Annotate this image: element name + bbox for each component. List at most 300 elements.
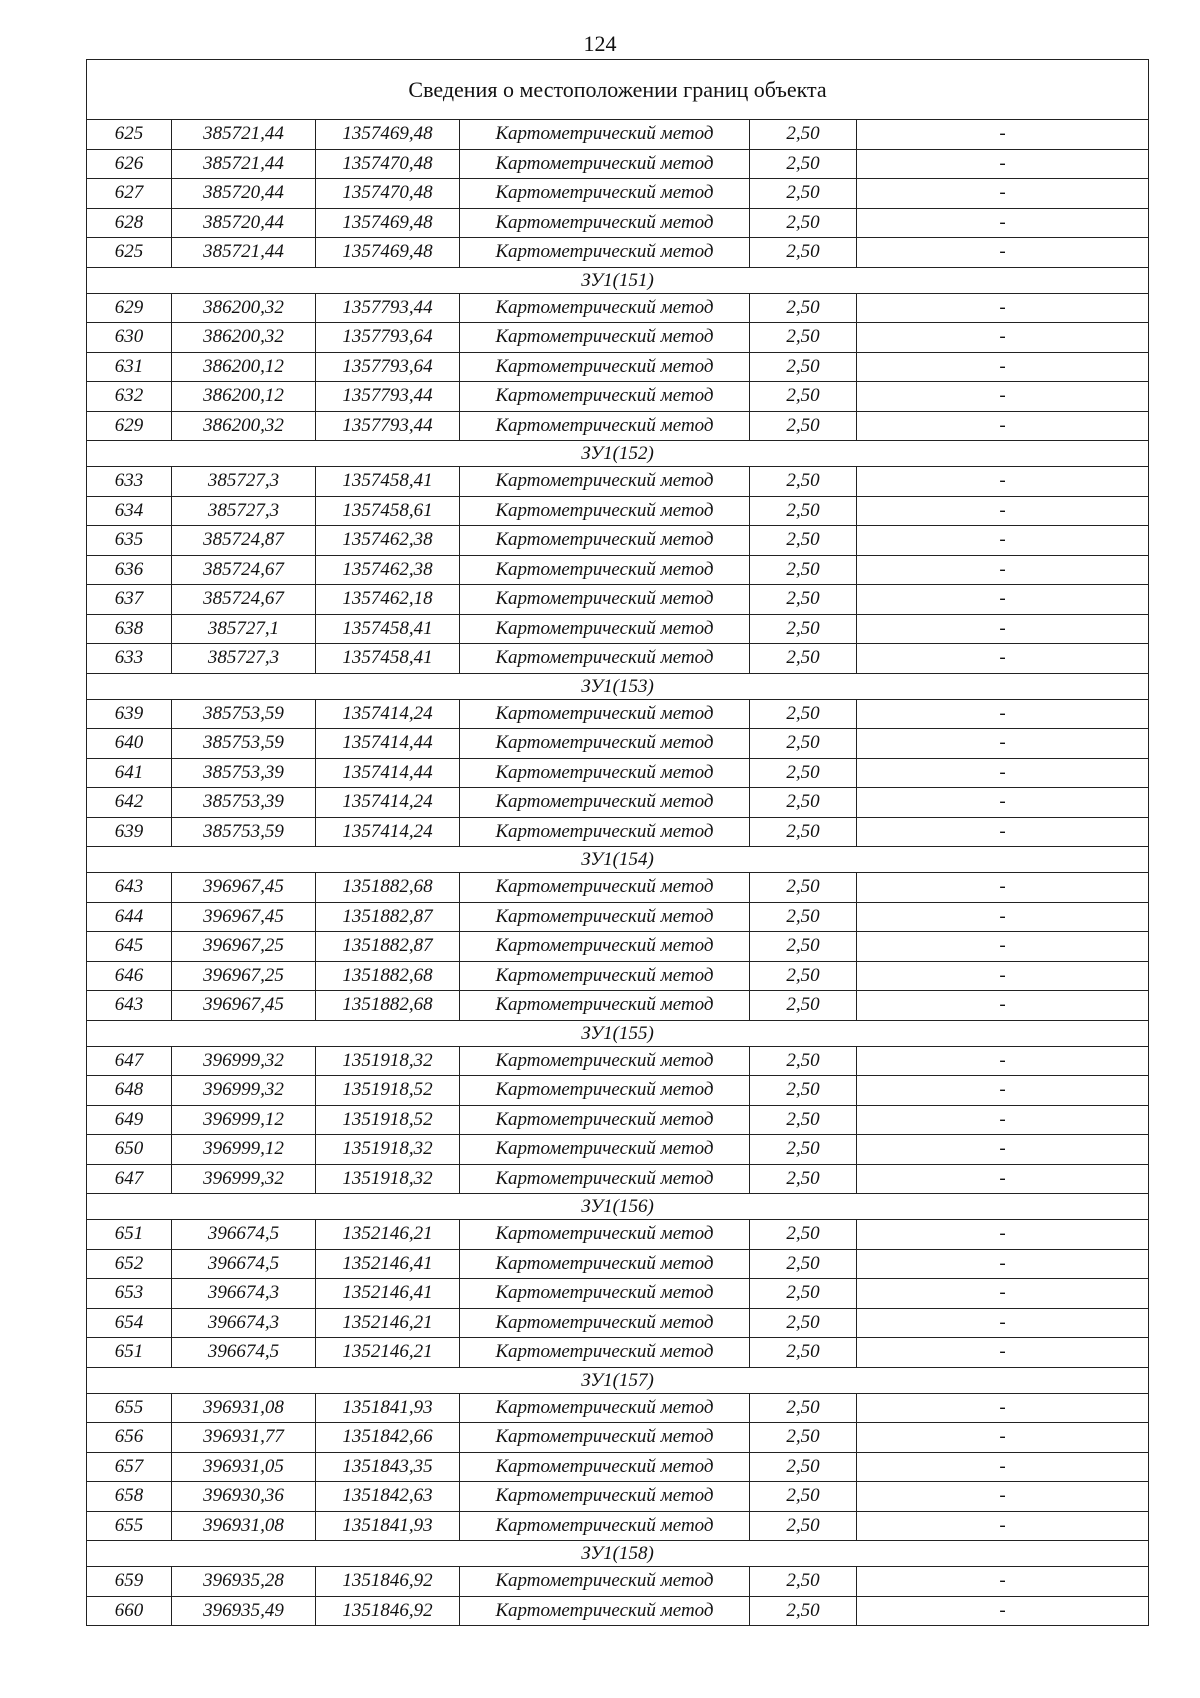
table-row xyxy=(87,758,1149,788)
x-coordinate-cell: 386200,12 xyxy=(172,352,316,382)
accuracy-cell: 2,50 xyxy=(750,788,857,818)
accuracy-cell: 2,50 xyxy=(750,526,857,556)
table-row xyxy=(87,729,1149,759)
method-cell: Картометрический метод xyxy=(460,352,750,382)
table-title: Сведения о местоположении границ объекта xyxy=(87,60,1149,120)
x-coordinate-cell: 396674,3 xyxy=(172,1308,316,1338)
description-cell: - xyxy=(857,991,1149,1021)
accuracy-cell: 2,50 xyxy=(750,293,857,323)
point-number-cell: 657 xyxy=(87,1452,172,1482)
point-number-cell: 627 xyxy=(87,179,172,209)
accuracy-cell: 2,50 xyxy=(750,1393,857,1423)
description-cell: - xyxy=(857,352,1149,382)
accuracy-cell: 2,50 xyxy=(750,902,857,932)
table-row xyxy=(87,817,1149,847)
description-cell: - xyxy=(857,293,1149,323)
x-coordinate-cell: 396674,5 xyxy=(172,1249,316,1279)
point-number-cell: 654 xyxy=(87,1308,172,1338)
point-number-cell: 626 xyxy=(87,149,172,179)
section-header-row xyxy=(87,441,1149,467)
description-cell: - xyxy=(857,758,1149,788)
accuracy-cell: 2,50 xyxy=(750,1452,857,1482)
x-coordinate-cell: 385753,39 xyxy=(172,758,316,788)
description-cell: - xyxy=(857,902,1149,932)
y-coordinate-cell: 1351882,68 xyxy=(316,873,460,903)
y-coordinate-cell: 1357793,44 xyxy=(316,411,460,441)
point-number-cell: 633 xyxy=(87,644,172,674)
point-number-cell: 639 xyxy=(87,817,172,847)
table-row xyxy=(87,467,1149,497)
description-cell: - xyxy=(857,1452,1149,1482)
x-coordinate-cell: 396999,32 xyxy=(172,1164,316,1194)
x-coordinate-cell: 385753,59 xyxy=(172,817,316,847)
description-cell: - xyxy=(857,208,1149,238)
x-coordinate-cell: 385720,44 xyxy=(172,179,316,209)
description-cell: - xyxy=(857,873,1149,903)
accuracy-cell: 2,50 xyxy=(750,699,857,729)
point-number-cell: 651 xyxy=(87,1338,172,1368)
x-coordinate-cell: 385727,3 xyxy=(172,496,316,526)
table-row xyxy=(87,555,1149,585)
method-cell: Картометрический метод xyxy=(460,788,750,818)
y-coordinate-cell: 1357470,48 xyxy=(316,179,460,209)
section-header-row xyxy=(87,673,1149,699)
point-number-cell: 647 xyxy=(87,1046,172,1076)
description-cell: - xyxy=(857,1511,1149,1541)
table-row xyxy=(87,1511,1149,1541)
method-cell: Картометрический метод xyxy=(460,1135,750,1165)
point-number-cell: 625 xyxy=(87,238,172,268)
method-cell: Картометрический метод xyxy=(460,614,750,644)
method-cell: Картометрический метод xyxy=(460,411,750,441)
accuracy-cell: 2,50 xyxy=(750,352,857,382)
method-cell: Картометрический метод xyxy=(460,1164,750,1194)
table-row xyxy=(87,1452,1149,1482)
y-coordinate-cell: 1357793,44 xyxy=(316,382,460,412)
accuracy-cell: 2,50 xyxy=(750,1220,857,1250)
method-cell: Картометрический метод xyxy=(460,902,750,932)
description-cell: - xyxy=(857,1482,1149,1512)
description-cell: - xyxy=(857,729,1149,759)
point-number-cell: 628 xyxy=(87,208,172,238)
method-cell: Картометрический метод xyxy=(460,1046,750,1076)
point-number-cell: 637 xyxy=(87,585,172,615)
y-coordinate-cell: 1351918,32 xyxy=(316,1046,460,1076)
point-number-cell: 643 xyxy=(87,991,172,1021)
accuracy-cell: 2,50 xyxy=(750,585,857,615)
description-cell: - xyxy=(857,467,1149,497)
point-number-cell: 655 xyxy=(87,1511,172,1541)
section-header-row xyxy=(87,1541,1149,1567)
accuracy-cell: 2,50 xyxy=(750,644,857,674)
accuracy-cell: 2,50 xyxy=(750,1511,857,1541)
table-row xyxy=(87,496,1149,526)
method-cell: Картометрический метод xyxy=(460,1482,750,1512)
method-cell: Картометрический метод xyxy=(460,1249,750,1279)
y-coordinate-cell: 1357469,48 xyxy=(316,208,460,238)
y-coordinate-cell: 1357469,48 xyxy=(316,238,460,268)
page-number: 124 xyxy=(583,31,617,56)
table-row xyxy=(87,585,1149,615)
method-cell: Картометрический метод xyxy=(460,1338,750,1368)
description-cell: - xyxy=(857,238,1149,268)
table-row xyxy=(87,991,1149,1021)
method-cell: Картометрический метод xyxy=(460,1105,750,1135)
point-number-cell: 650 xyxy=(87,1135,172,1165)
point-number-cell: 660 xyxy=(87,1596,172,1626)
table-row xyxy=(87,961,1149,991)
y-coordinate-cell: 1357462,18 xyxy=(316,585,460,615)
table-row xyxy=(87,614,1149,644)
y-coordinate-cell: 1357793,64 xyxy=(316,323,460,353)
point-number-cell: 634 xyxy=(87,496,172,526)
y-coordinate-cell: 1357414,44 xyxy=(316,758,460,788)
y-coordinate-cell: 1357458,41 xyxy=(316,467,460,497)
description-cell: - xyxy=(857,1308,1149,1338)
method-cell: Картометрический метод xyxy=(460,758,750,788)
section-header-row xyxy=(87,1020,1149,1046)
description-cell: - xyxy=(857,585,1149,615)
description-cell: - xyxy=(857,1164,1149,1194)
y-coordinate-cell: 1357458,61 xyxy=(316,496,460,526)
x-coordinate-cell: 396967,45 xyxy=(172,873,316,903)
description-cell: - xyxy=(857,323,1149,353)
point-number-cell: 636 xyxy=(87,555,172,585)
description-cell: - xyxy=(857,961,1149,991)
accuracy-cell: 2,50 xyxy=(750,1046,857,1076)
y-coordinate-cell: 1357793,44 xyxy=(316,293,460,323)
table-row xyxy=(87,699,1149,729)
x-coordinate-cell: 396967,25 xyxy=(172,932,316,962)
table-row xyxy=(87,1046,1149,1076)
accuracy-cell: 2,50 xyxy=(750,1105,857,1135)
method-cell: Картометрический метод xyxy=(460,817,750,847)
y-coordinate-cell: 1351918,52 xyxy=(316,1076,460,1106)
table-row xyxy=(87,1135,1149,1165)
table-row xyxy=(87,208,1149,238)
table-row xyxy=(87,149,1149,179)
y-coordinate-cell: 1357414,24 xyxy=(316,817,460,847)
point-number-cell: 631 xyxy=(87,352,172,382)
accuracy-cell: 2,50 xyxy=(750,1076,857,1106)
y-coordinate-cell: 1351882,68 xyxy=(316,991,460,1021)
method-cell: Картометрический метод xyxy=(460,991,750,1021)
accuracy-cell: 2,50 xyxy=(750,1423,857,1453)
point-number-cell: 640 xyxy=(87,729,172,759)
description-cell: - xyxy=(857,1135,1149,1165)
method-cell: Картометрический метод xyxy=(460,1220,750,1250)
x-coordinate-cell: 385724,87 xyxy=(172,526,316,556)
section-label: ЗУ1(156) xyxy=(87,1194,1149,1220)
description-cell: - xyxy=(857,1046,1149,1076)
accuracy-cell: 2,50 xyxy=(750,873,857,903)
x-coordinate-cell: 385727,1 xyxy=(172,614,316,644)
method-cell: Картометрический метод xyxy=(460,1511,750,1541)
method-cell: Картометрический метод xyxy=(460,208,750,238)
x-coordinate-cell: 385721,44 xyxy=(172,149,316,179)
method-cell: Картометрический метод xyxy=(460,1279,750,1309)
y-coordinate-cell: 1352146,21 xyxy=(316,1220,460,1250)
y-coordinate-cell: 1357458,41 xyxy=(316,614,460,644)
y-coordinate-cell: 1351842,66 xyxy=(316,1423,460,1453)
method-cell: Картометрический метод xyxy=(460,699,750,729)
method-cell: Картометрический метод xyxy=(460,1567,750,1597)
x-coordinate-cell: 396674,5 xyxy=(172,1338,316,1368)
y-coordinate-cell: 1351918,32 xyxy=(316,1164,460,1194)
method-cell: Картометрический метод xyxy=(460,873,750,903)
boundary-coordinates-table xyxy=(86,59,1149,1626)
accuracy-cell: 2,50 xyxy=(750,1308,857,1338)
table-row xyxy=(87,788,1149,818)
table-row xyxy=(87,411,1149,441)
table-row xyxy=(87,873,1149,903)
description-cell: - xyxy=(857,1393,1149,1423)
description-cell: - xyxy=(857,1596,1149,1626)
method-cell: Картометрический метод xyxy=(460,149,750,179)
x-coordinate-cell: 385721,44 xyxy=(172,238,316,268)
point-number-cell: 638 xyxy=(87,614,172,644)
accuracy-cell: 2,50 xyxy=(750,1135,857,1165)
method-cell: Картометрический метод xyxy=(460,1423,750,1453)
point-number-cell: 625 xyxy=(87,120,172,150)
x-coordinate-cell: 386200,12 xyxy=(172,382,316,412)
accuracy-cell: 2,50 xyxy=(750,1482,857,1512)
description-cell: - xyxy=(857,555,1149,585)
accuracy-cell: 2,50 xyxy=(750,555,857,585)
x-coordinate-cell: 396674,3 xyxy=(172,1279,316,1309)
section-label: ЗУ1(152) xyxy=(87,441,1149,467)
method-cell: Картометрический метод xyxy=(460,1076,750,1106)
point-number-cell: 644 xyxy=(87,902,172,932)
description-cell: - xyxy=(857,496,1149,526)
table-row xyxy=(87,1105,1149,1135)
accuracy-cell: 2,50 xyxy=(750,323,857,353)
point-number-cell: 653 xyxy=(87,1279,172,1309)
description-cell: - xyxy=(857,1076,1149,1106)
point-number-cell: 630 xyxy=(87,323,172,353)
method-cell: Картометрический метод xyxy=(460,120,750,150)
x-coordinate-cell: 396999,32 xyxy=(172,1076,316,1106)
x-coordinate-cell: 385727,3 xyxy=(172,644,316,674)
point-number-cell: 633 xyxy=(87,467,172,497)
table-row xyxy=(87,526,1149,556)
accuracy-cell: 2,50 xyxy=(750,467,857,497)
accuracy-cell: 2,50 xyxy=(750,614,857,644)
table-row xyxy=(87,382,1149,412)
table-row xyxy=(87,1279,1149,1309)
x-coordinate-cell: 396999,12 xyxy=(172,1135,316,1165)
y-coordinate-cell: 1357462,38 xyxy=(316,555,460,585)
accuracy-cell: 2,50 xyxy=(750,238,857,268)
x-coordinate-cell: 386200,32 xyxy=(172,411,316,441)
method-cell: Картометрический метод xyxy=(460,293,750,323)
accuracy-cell: 2,50 xyxy=(750,817,857,847)
y-coordinate-cell: 1352146,41 xyxy=(316,1279,460,1309)
method-cell: Картометрический метод xyxy=(460,932,750,962)
accuracy-cell: 2,50 xyxy=(750,179,857,209)
description-cell: - xyxy=(857,1220,1149,1250)
method-cell: Картометрический метод xyxy=(460,644,750,674)
section-header-row xyxy=(87,1367,1149,1393)
table-row xyxy=(87,179,1149,209)
method-cell: Картометрический метод xyxy=(460,382,750,412)
method-cell: Картометрический метод xyxy=(460,961,750,991)
table-row xyxy=(87,1164,1149,1194)
table-row xyxy=(87,323,1149,353)
y-coordinate-cell: 1351841,93 xyxy=(316,1393,460,1423)
x-coordinate-cell: 386200,32 xyxy=(172,323,316,353)
accuracy-cell: 2,50 xyxy=(750,991,857,1021)
section-header-row xyxy=(87,1194,1149,1220)
x-coordinate-cell: 396999,12 xyxy=(172,1105,316,1135)
table-row xyxy=(87,1482,1149,1512)
y-coordinate-cell: 1351846,92 xyxy=(316,1567,460,1597)
description-cell: - xyxy=(857,411,1149,441)
method-cell: Картометрический метод xyxy=(460,1452,750,1482)
x-coordinate-cell: 385753,39 xyxy=(172,788,316,818)
table-row xyxy=(87,1308,1149,1338)
point-number-cell: 632 xyxy=(87,382,172,412)
table-row xyxy=(87,1076,1149,1106)
section-label: ЗУ1(155) xyxy=(87,1020,1149,1046)
x-coordinate-cell: 385721,44 xyxy=(172,120,316,150)
point-number-cell: 652 xyxy=(87,1249,172,1279)
table-title-row xyxy=(87,60,1149,120)
point-number-cell: 629 xyxy=(87,411,172,441)
description-cell: - xyxy=(857,614,1149,644)
table-row xyxy=(87,120,1149,150)
y-coordinate-cell: 1352146,21 xyxy=(316,1338,460,1368)
accuracy-cell: 2,50 xyxy=(750,1164,857,1194)
x-coordinate-cell: 396931,05 xyxy=(172,1452,316,1482)
description-cell: - xyxy=(857,149,1149,179)
section-label: ЗУ1(151) xyxy=(87,267,1149,293)
table-row xyxy=(87,293,1149,323)
x-coordinate-cell: 396931,77 xyxy=(172,1423,316,1453)
point-number-cell: 643 xyxy=(87,873,172,903)
description-cell: - xyxy=(857,120,1149,150)
x-coordinate-cell: 396935,28 xyxy=(172,1567,316,1597)
accuracy-cell: 2,50 xyxy=(750,149,857,179)
x-coordinate-cell: 396967,45 xyxy=(172,991,316,1021)
x-coordinate-cell: 396967,45 xyxy=(172,902,316,932)
point-number-cell: 656 xyxy=(87,1423,172,1453)
y-coordinate-cell: 1357470,48 xyxy=(316,149,460,179)
x-coordinate-cell: 396931,08 xyxy=(172,1511,316,1541)
method-cell: Картометрический метод xyxy=(460,496,750,526)
x-coordinate-cell: 396999,32 xyxy=(172,1046,316,1076)
accuracy-cell: 2,50 xyxy=(750,1249,857,1279)
method-cell: Картометрический метод xyxy=(460,555,750,585)
point-number-cell: 659 xyxy=(87,1567,172,1597)
description-cell: - xyxy=(857,1279,1149,1309)
accuracy-cell: 2,50 xyxy=(750,1596,857,1626)
point-number-cell: 655 xyxy=(87,1393,172,1423)
method-cell: Картометрический метод xyxy=(460,323,750,353)
description-cell: - xyxy=(857,817,1149,847)
method-cell: Картометрический метод xyxy=(460,179,750,209)
table-row xyxy=(87,1393,1149,1423)
accuracy-cell: 2,50 xyxy=(750,1279,857,1309)
section-header-row xyxy=(87,847,1149,873)
accuracy-cell: 2,50 xyxy=(750,932,857,962)
description-cell: - xyxy=(857,644,1149,674)
description-cell: - xyxy=(857,1105,1149,1135)
y-coordinate-cell: 1357414,24 xyxy=(316,699,460,729)
point-number-cell: 642 xyxy=(87,788,172,818)
y-coordinate-cell: 1351843,35 xyxy=(316,1452,460,1482)
table-row xyxy=(87,1567,1149,1597)
description-cell: - xyxy=(857,1567,1149,1597)
y-coordinate-cell: 1351882,87 xyxy=(316,932,460,962)
y-coordinate-cell: 1351918,52 xyxy=(316,1105,460,1135)
accuracy-cell: 2,50 xyxy=(750,961,857,991)
y-coordinate-cell: 1351842,63 xyxy=(316,1482,460,1512)
x-coordinate-cell: 385724,67 xyxy=(172,585,316,615)
y-coordinate-cell: 1351882,87 xyxy=(316,902,460,932)
section-label: ЗУ1(153) xyxy=(87,673,1149,699)
x-coordinate-cell: 396935,49 xyxy=(172,1596,316,1626)
description-cell: - xyxy=(857,382,1149,412)
point-number-cell: 658 xyxy=(87,1482,172,1512)
description-cell: - xyxy=(857,788,1149,818)
table-row xyxy=(87,902,1149,932)
accuracy-cell: 2,50 xyxy=(750,382,857,412)
method-cell: Картометрический метод xyxy=(460,526,750,556)
section-header-row xyxy=(87,267,1149,293)
y-coordinate-cell: 1352146,21 xyxy=(316,1308,460,1338)
y-coordinate-cell: 1351918,32 xyxy=(316,1135,460,1165)
point-number-cell: 629 xyxy=(87,293,172,323)
accuracy-cell: 2,50 xyxy=(750,1338,857,1368)
description-cell: - xyxy=(857,1338,1149,1368)
table-row xyxy=(87,1596,1149,1626)
y-coordinate-cell: 1357469,48 xyxy=(316,120,460,150)
x-coordinate-cell: 396674,5 xyxy=(172,1220,316,1250)
x-coordinate-cell: 385753,59 xyxy=(172,729,316,759)
point-number-cell: 648 xyxy=(87,1076,172,1106)
accuracy-cell: 2,50 xyxy=(750,120,857,150)
table-row xyxy=(87,1338,1149,1368)
section-label: ЗУ1(158) xyxy=(87,1541,1149,1567)
table-row xyxy=(87,932,1149,962)
table-row xyxy=(87,352,1149,382)
x-coordinate-cell: 385753,59 xyxy=(172,699,316,729)
description-cell: - xyxy=(857,1423,1149,1453)
accuracy-cell: 2,50 xyxy=(750,1567,857,1597)
description-cell: - xyxy=(857,699,1149,729)
table-row xyxy=(87,644,1149,674)
accuracy-cell: 2,50 xyxy=(750,758,857,788)
accuracy-cell: 2,50 xyxy=(750,496,857,526)
y-coordinate-cell: 1351841,93 xyxy=(316,1511,460,1541)
accuracy-cell: 2,50 xyxy=(750,411,857,441)
point-number-cell: 647 xyxy=(87,1164,172,1194)
y-coordinate-cell: 1357462,38 xyxy=(316,526,460,556)
y-coordinate-cell: 1351882,68 xyxy=(316,961,460,991)
section-label: ЗУ1(157) xyxy=(87,1367,1149,1393)
y-coordinate-cell: 1357414,24 xyxy=(316,788,460,818)
y-coordinate-cell: 1351846,92 xyxy=(316,1596,460,1626)
point-number-cell: 641 xyxy=(87,758,172,788)
method-cell: Картометрический метод xyxy=(460,467,750,497)
description-cell: - xyxy=(857,932,1149,962)
table-row xyxy=(87,1220,1149,1250)
table-row xyxy=(87,1249,1149,1279)
x-coordinate-cell: 386200,32 xyxy=(172,293,316,323)
x-coordinate-cell: 385724,67 xyxy=(172,555,316,585)
accuracy-cell: 2,50 xyxy=(750,208,857,238)
